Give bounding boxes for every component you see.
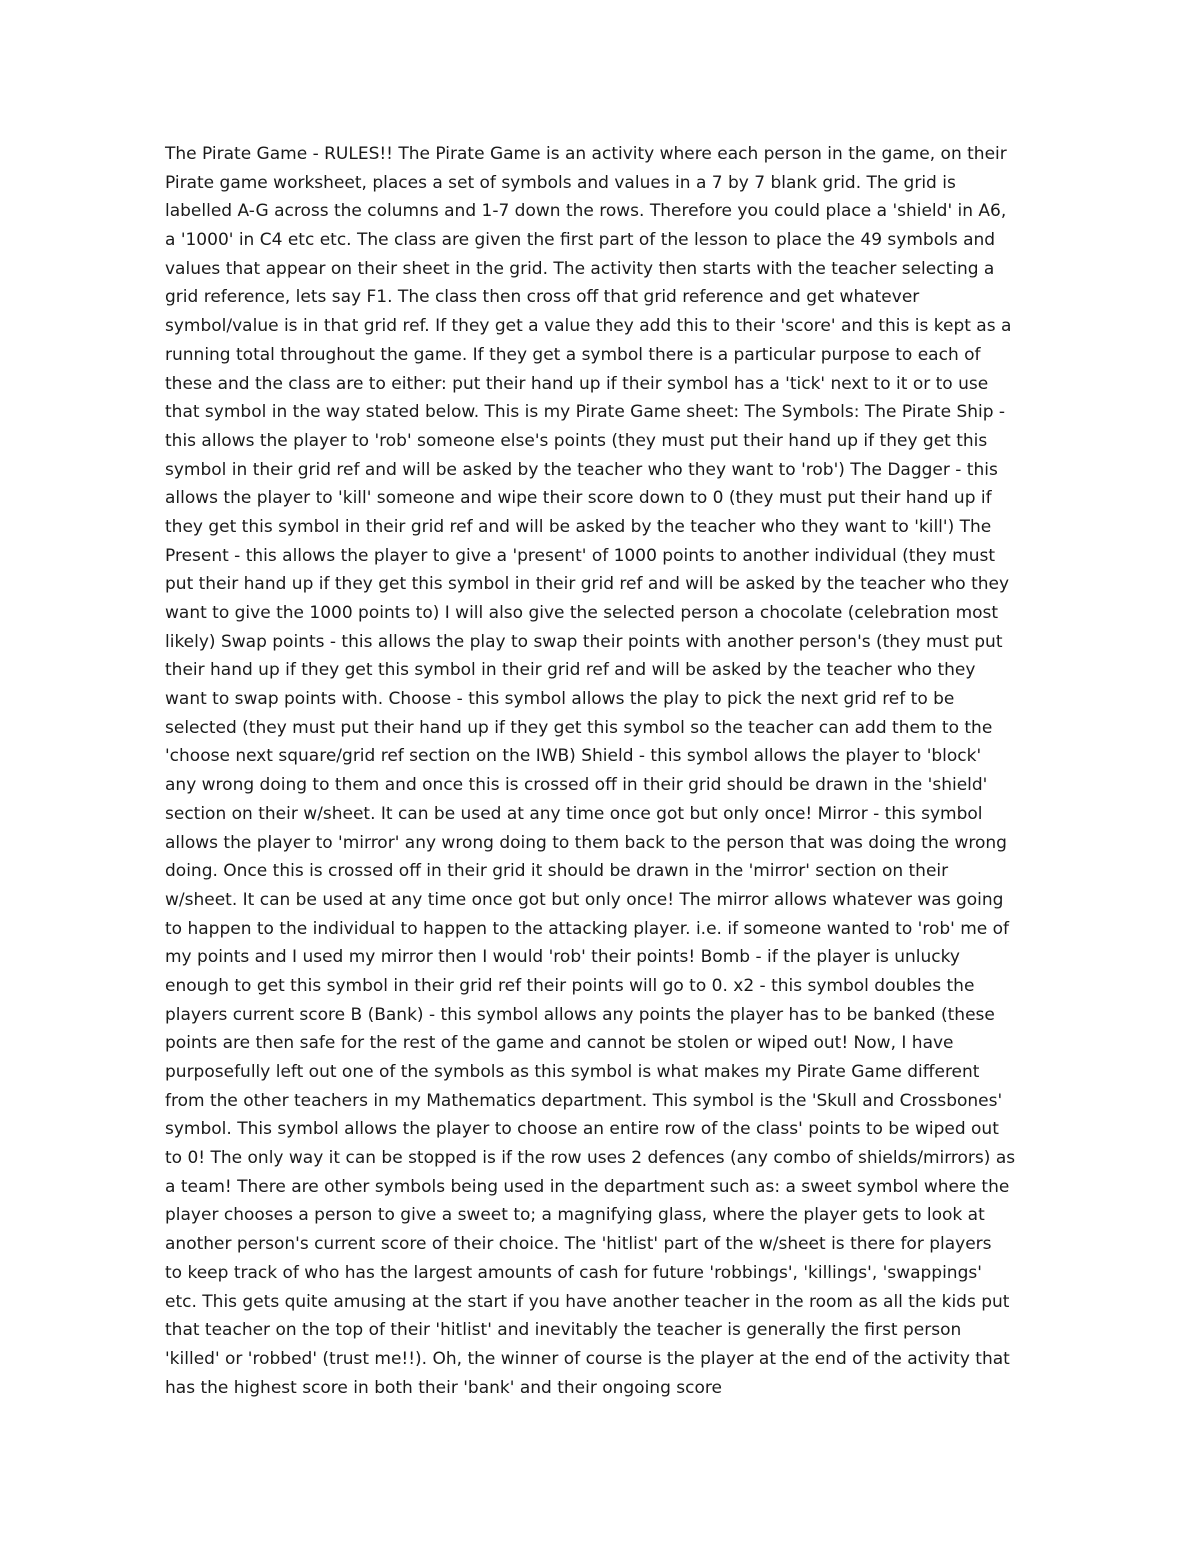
text-line: Present - this allows the player to give a 'present' of 1000 points to another individual (they must xyxy=(165,545,996,566)
text-line: likely) Swap points - this allows the play to swap their points with another person's (they must put xyxy=(165,631,1003,652)
text-line: grid reference, lets say F1. The class then cross off that grid reference and get whatever xyxy=(165,287,920,308)
text-line: from the other teachers in my Mathematics department. This symbol is the 'Skull and Crossbones' xyxy=(165,1090,1003,1111)
text-line: these and the class are to either: put their hand up if their symbol has a 'tick' next to it or to use xyxy=(165,373,989,394)
text-line: etc. This gets quite amusing at the start if you have another teacher in the room as all the kids put xyxy=(165,1291,1010,1312)
text-line: section on their w/sheet. It can be used at any time once got but only once! Mirror - this symbol xyxy=(165,803,983,824)
text-line: doing. Once this is crossed off in their grid it should be drawn in the 'mirror' section on their xyxy=(165,861,949,882)
text-line: to 0! The only way it can be stopped is if the row uses 2 defences (any combo of shields/mirrors) as xyxy=(165,1148,1016,1169)
text-line: that symbol in the way stated below. This is my Pirate Game sheet: The Symbols: The Pirate Ship - xyxy=(165,402,1006,423)
text-line: allows the player to 'kill' someone and wipe their score down to 0 (they must put their hand up if xyxy=(165,488,992,509)
text-line: allows the player to 'mirror' any wrong doing to them back to the person that was doing the wrong xyxy=(165,832,1007,853)
text-line: The Pirate Game - RULES!! The Pirate Game is an activity where each person in the game, on their xyxy=(165,144,1007,164)
text-line: my points and I used my mirror then I would 'rob' their points! Bomb - if the player is unlucky xyxy=(165,947,960,968)
text-line: has the highest score in both their 'bank' and their ongoing score xyxy=(165,1377,722,1398)
text-line: a '1000' in C4 etc etc. The class are given the first part of the lesson to place the 49 symbols and xyxy=(165,230,996,251)
text-line: values that appear on their sheet in the grid. The activity then starts with the teacher selecting a xyxy=(165,258,995,279)
text-line: running total throughout the game. If they get a symbol there is a particular purpose to each of xyxy=(165,344,981,365)
text-line: 'choose next square/grid ref section on the IWB) Shield - this symbol allows the player to 'block' xyxy=(165,746,982,767)
text-line: 'killed' or 'robbed' (trust me!!). Oh, the winner of course is the player at the end of the activity that xyxy=(165,1348,1010,1369)
text-line: want to swap points with. Choose - this symbol allows the play to pick the next grid ref to be xyxy=(165,689,955,710)
text-line: want to give the 1000 points to) I will also give the selected person a chocolate (celebration most xyxy=(165,603,999,623)
text-line: purposefully left out one of the symbols as this symbol is what makes my Pirate Game different xyxy=(165,1062,980,1082)
text-line: that teacher on the top of their 'hitlist' and inevitably the teacher is generally the first person xyxy=(165,1320,962,1341)
text-line: selected (they must put their hand up if they get this symbol so the teacher can add them to the xyxy=(165,717,993,738)
text-line: their hand up if they get this symbol in their grid ref and will be asked by the teacher who they xyxy=(165,660,976,681)
text-line: enough to get this symbol in their grid ref their points will go to 0. x2 - this symbol doubles the xyxy=(165,975,975,996)
text-line: w/sheet. It can be used at any time once got but only once! The mirror allows whatever was going xyxy=(165,889,1004,910)
text-line: symbol/value is in that grid ref. If they get a value they add this to their 'score' and this is kept as a xyxy=(165,316,1012,337)
text-line: they get this symbol in their grid ref and will be asked by the teacher who they want to 'kill') The xyxy=(165,516,992,537)
text-line: points are then safe for the rest of the game and cannot be stolen or wiped out! Now, I have xyxy=(165,1033,954,1054)
text-line: this allows the player to 'rob' someone else's points (they must put their hand up if they get this xyxy=(165,430,988,451)
text-line: player chooses a person to give a sweet to; a magnifying glass, where the player gets to look at xyxy=(165,1205,985,1226)
body-text xyxy=(165,140,1040,1402)
text-line: a team! There are other symbols being used in the department such as: a sweet symbol where the xyxy=(165,1176,1010,1197)
text-line: to happen to the individual to happen to the attacking player. i.e. if someone wanted to 'rob' me of xyxy=(165,918,1010,939)
text-line: to keep track of who has the largest amounts of cash for future 'robbings', 'killings', 'swappings' xyxy=(165,1262,982,1283)
text-line: players current score B (Bank) - this symbol allows any points the player has to be banked (these xyxy=(165,1004,995,1025)
text-line: Pirate game worksheet, places a set of symbols and values in a 7 by 7 blank grid. The grid is xyxy=(165,172,956,193)
text-line: symbol. This symbol allows the player to choose an entire row of the class' points to be wiped out xyxy=(165,1119,999,1140)
text-line: put their hand up if they get this symbol in their grid ref and will be asked by the teacher who they xyxy=(165,574,1010,595)
text-line: symbol in their grid ref and will be asked by the teacher who they want to 'rob') The Dagger - this xyxy=(165,459,998,480)
text-line: labelled A-G across the columns and 1-7 down the rows. Therefore you could place a 'shield' in A6, xyxy=(165,201,1007,222)
text-line: any wrong doing to them and once this is crossed off in their grid should be drawn in the 'shield' xyxy=(165,775,988,796)
text-line: another person's current score of their choice. The 'hitlist' part of the w/sheet is there for players xyxy=(165,1234,992,1255)
